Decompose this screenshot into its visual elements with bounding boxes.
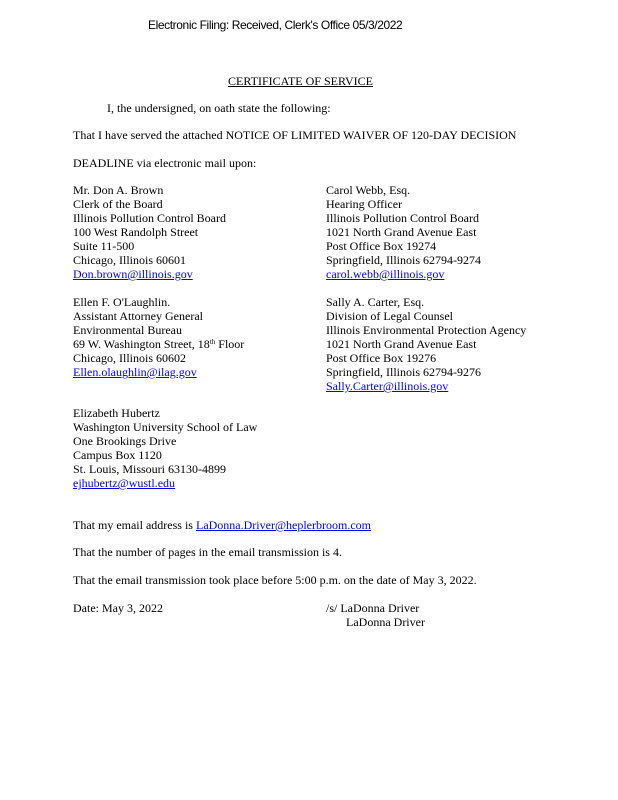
recipient-line: Illinois Environmental Protection Agency xyxy=(326,323,527,337)
recipient-line: Environmental Bureau xyxy=(73,323,182,337)
signer-name: LaDonna Driver xyxy=(346,615,425,629)
recipient-line: Illinois Pollution Control Board xyxy=(73,211,227,225)
recipient-line: Washington University School of Law xyxy=(73,420,258,434)
recipient-line: Hearing Officer xyxy=(326,197,403,211)
oath-statement: I, the undersigned, on oath state the following: xyxy=(107,101,331,115)
recipient-line: Post Office Box 19276 xyxy=(326,351,437,365)
recipient-line: Division of Legal Counsel xyxy=(326,309,453,323)
time-statement: That the email transmission took place before 5:00 p.m. on the date of May 3, 2022. xyxy=(73,573,477,587)
recipient-line: One Brookings Drive xyxy=(73,434,177,448)
document-title: CERTIFICATE OF SERVICE xyxy=(228,74,373,88)
sender-email-link[interactable]: LaDonna.Driver@heplerbroom.com xyxy=(195,518,371,532)
recipient-email-link[interactable]: ejhubertz@wustl.edu xyxy=(73,476,176,490)
recipient-line: Springfield, Illinois 62794-9276 xyxy=(326,365,481,379)
recipient-line: Springfield, Illinois 62794-9274 xyxy=(326,253,481,267)
recipient-brown xyxy=(73,183,226,281)
recipient-line: 1021 North Grand Avenue East xyxy=(326,337,477,351)
recipient-line: Mr. Don A. Brown xyxy=(73,183,164,197)
recipient-line: Carol Webb, Esq. xyxy=(326,183,411,197)
recipient-line: Assistant Attorney General xyxy=(73,309,203,323)
served-statement-line-2: DEADLINE via electronic mail upon: xyxy=(73,156,257,170)
recipient-line: Post Office Box 19274 xyxy=(326,239,437,253)
recipient-email-link[interactable]: Don.brown@illinois.gov xyxy=(73,267,193,281)
served-statement-line-1: That I have served the attached NOTICE OF LIMITED WAIVER OF 120-DAY DECISION xyxy=(73,128,517,142)
recipient-olaughlin xyxy=(73,295,244,379)
recipient-line: Elizabeth Hubertz xyxy=(73,406,160,420)
recipient-line: Chicago, Illinois 60601 xyxy=(73,253,186,267)
recipient-line: Ellen F. O'Laughlin. xyxy=(73,295,171,309)
recipient-email-link[interactable]: Sally.Carter@illinois.gov xyxy=(326,379,449,393)
recipient-email-link[interactable]: carol.webb@illinois.gov xyxy=(326,267,445,281)
recipient-street: 69 W. Washington Street, 18th Floor xyxy=(73,337,245,351)
recipient-line: Suite 11-500 xyxy=(73,239,135,253)
electronic-filing-stamp: Electronic Filing: Received, Clerk's Office 05/3/2022 xyxy=(148,18,403,32)
recipient-email-link[interactable]: Ellen.olaughlin@ilag.gov xyxy=(73,365,197,379)
recipient-line: Campus Box 1120 xyxy=(73,448,162,462)
recipient-line: Illinois Pollution Control Board xyxy=(326,211,480,225)
recipient-line: St. Louis, Missouri 63130-4899 xyxy=(73,462,227,476)
recipient-line: 100 West Randolph Street xyxy=(73,225,199,239)
recipient-carter xyxy=(326,295,526,393)
sender-email-statement: That my email address is LaDonna.Driver@heplerbroom.com xyxy=(73,518,371,532)
recipient-webb xyxy=(326,183,481,281)
signature-line: /s/ LaDonna Driver xyxy=(326,601,420,615)
pages-statement: That the number of pages in the email transmission is 4. xyxy=(73,545,342,559)
recipient-line: Chicago, Illinois 60602 xyxy=(73,351,186,365)
recipient-line: Sally A. Carter, Esq. xyxy=(326,295,425,309)
date-line: Date: May 3, 2022 xyxy=(73,601,163,615)
recipient-line: Clerk of the Board xyxy=(73,197,163,211)
recipient-line: 1021 North Grand Avenue East xyxy=(326,225,477,239)
recipient-hubertz xyxy=(73,406,257,490)
